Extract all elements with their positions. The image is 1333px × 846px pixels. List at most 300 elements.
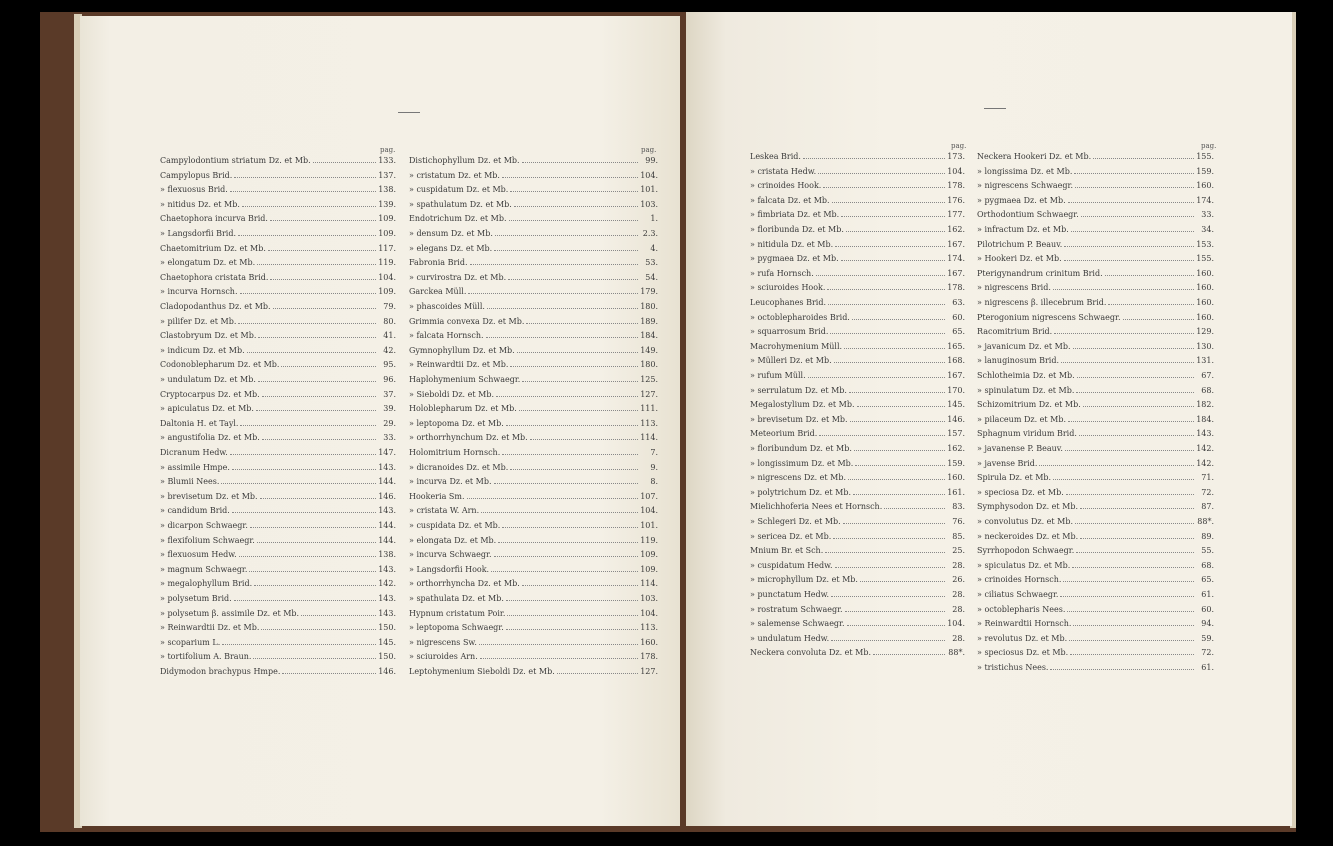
index-entry bbox=[409, 375, 658, 389]
dot-leader bbox=[522, 161, 638, 163]
pag-label: pag. bbox=[951, 142, 967, 150]
index-entry bbox=[750, 517, 965, 531]
entry-name: Schlotheimia Dz. et Mb. bbox=[977, 371, 1075, 380]
index-entry bbox=[750, 327, 965, 341]
entry-name: » magnum Schwaegr. bbox=[160, 564, 248, 574]
index-entry bbox=[409, 404, 658, 418]
dot-leader bbox=[502, 453, 638, 455]
entry-name: » Schlegeri Dz. et Mb. bbox=[750, 517, 841, 526]
entry-name: Racomitrium Brid. bbox=[977, 327, 1053, 337]
entry-page: 142. bbox=[378, 579, 396, 589]
index-entry bbox=[409, 273, 658, 287]
dot-leader bbox=[1064, 245, 1194, 247]
index-entry bbox=[977, 575, 1214, 589]
dot-leader bbox=[313, 161, 376, 163]
entry-page: 142. bbox=[1196, 444, 1214, 453]
dot-leader bbox=[1108, 303, 1194, 305]
entry-name: » microphyllum Dz. et Mb. bbox=[750, 575, 858, 585]
index-entry bbox=[409, 346, 658, 360]
index-entry bbox=[160, 652, 396, 666]
index-entry bbox=[409, 463, 658, 477]
entry-page: 180. bbox=[640, 302, 658, 311]
entry-page: 160. bbox=[640, 637, 658, 647]
entry-name: » Mülleri Dz. et Mb. bbox=[750, 356, 832, 366]
entry-name: » javanicum Dz. et Mb. bbox=[977, 341, 1071, 351]
dot-leader bbox=[808, 376, 945, 378]
index-entry bbox=[409, 536, 658, 550]
index-entry bbox=[750, 225, 965, 239]
index-entry bbox=[409, 521, 658, 535]
entry-page: 2.3. bbox=[642, 229, 658, 238]
entry-name: » leptopoma Schwaegr. bbox=[409, 623, 504, 633]
dot-leader bbox=[1076, 391, 1194, 393]
index-entry bbox=[750, 283, 965, 297]
index-entry bbox=[977, 269, 1214, 283]
entry-name: » rostratum Schwaegr. bbox=[750, 604, 843, 614]
index-entry bbox=[160, 623, 396, 637]
entry-name: Chaetophora incurva Brid. bbox=[160, 214, 268, 224]
index-entry bbox=[160, 156, 396, 170]
entry-name: » floribundum Dz. et Mb. bbox=[750, 444, 852, 453]
entry-page: 88*. bbox=[1197, 517, 1214, 526]
dot-leader bbox=[557, 672, 638, 674]
entry-name: » cristata Hedw. bbox=[750, 166, 817, 176]
dot-leader bbox=[487, 307, 638, 309]
entry-name: Clastobryum Dz. et Mb. bbox=[160, 331, 257, 341]
dot-leader bbox=[1053, 478, 1194, 480]
dot-leader bbox=[257, 541, 376, 543]
header-rule bbox=[398, 112, 420, 113]
dot-leader bbox=[852, 318, 945, 320]
entry-name: Schizomitrium Dz. et Mb. bbox=[977, 400, 1081, 410]
entry-page: 168. bbox=[947, 356, 965, 366]
dot-leader bbox=[238, 234, 376, 236]
dot-leader bbox=[1072, 566, 1194, 568]
index-entry bbox=[160, 360, 396, 374]
entry-page: 150. bbox=[378, 652, 396, 662]
entry-page: 167. bbox=[947, 371, 965, 380]
dot-leader bbox=[510, 365, 638, 367]
index-entry bbox=[160, 375, 396, 389]
entry-page: 8. bbox=[650, 477, 658, 487]
entry-page: 101. bbox=[640, 521, 658, 530]
index-entry bbox=[160, 579, 396, 593]
dot-leader bbox=[234, 599, 376, 601]
index-entry bbox=[977, 386, 1214, 400]
entry-name: Macrohymenium Müll. bbox=[750, 341, 843, 351]
dot-leader bbox=[860, 580, 945, 582]
dot-leader bbox=[845, 610, 945, 612]
entry-page: 160. bbox=[1196, 268, 1214, 278]
entry-name: » angustifolia Dz. et Mb. bbox=[160, 433, 260, 443]
index-entry bbox=[750, 459, 965, 473]
entry-page: 144. bbox=[378, 535, 396, 545]
entry-page: 96. bbox=[383, 375, 396, 384]
dot-leader bbox=[1070, 653, 1194, 655]
entry-name: Grimmia convexa Dz. et Mb. bbox=[409, 316, 525, 326]
entry-name: Leptohymenium Sieboldi Dz. et Mb. bbox=[409, 667, 555, 676]
entry-name: Campylodontium striatum Dz. et Mb. bbox=[160, 156, 311, 165]
entry-page: 144. bbox=[378, 521, 396, 530]
dot-leader bbox=[848, 478, 945, 480]
dot-leader bbox=[843, 522, 945, 524]
entry-name: Mnium Br. et Sch. bbox=[750, 546, 824, 556]
entry-name: Holoblepharum Dz. et Mb. bbox=[409, 404, 517, 414]
index-entry bbox=[409, 331, 658, 345]
index-entry bbox=[750, 546, 965, 560]
entry-page: 94. bbox=[1201, 619, 1214, 629]
index-entry bbox=[977, 210, 1214, 224]
entry-name: » undulatum Hedw. bbox=[750, 633, 830, 643]
dot-leader bbox=[502, 176, 638, 178]
index-entry bbox=[977, 327, 1214, 341]
entry-name: » floribunda Dz. et Mb. bbox=[750, 225, 844, 234]
entry-name: » sciuroides Hook. bbox=[750, 283, 826, 293]
left-page bbox=[80, 16, 680, 826]
pag-label: pag. bbox=[641, 146, 657, 154]
dot-leader bbox=[258, 336, 376, 338]
entry-page: 159. bbox=[1196, 166, 1214, 176]
entry-name: » Reinwardtii Hornsch. bbox=[977, 619, 1072, 629]
entry-name: » nigrescens β. illecebrum Brid. bbox=[977, 298, 1107, 307]
entry-name: » curvirostra Dz. et Mb. bbox=[409, 272, 507, 282]
entry-name: » speciosa Dz. et Mb. bbox=[977, 487, 1064, 497]
dot-leader bbox=[240, 424, 376, 426]
dot-leader bbox=[1065, 449, 1194, 451]
entry-name: Sphagnum viridum Brid. bbox=[977, 429, 1077, 439]
index-entry bbox=[750, 473, 965, 487]
index-entry bbox=[160, 594, 396, 608]
index-entry bbox=[750, 634, 965, 648]
dot-leader bbox=[1083, 405, 1194, 407]
dot-leader bbox=[853, 493, 945, 495]
index-entry bbox=[160, 390, 396, 404]
entry-name: » elongata Dz. et Mb. bbox=[409, 535, 497, 545]
entry-name: » leptopoma Dz. et Mb. bbox=[409, 418, 504, 428]
entry-name: Distichophyllum Dz. et Mb. bbox=[409, 156, 520, 165]
index-entry bbox=[977, 225, 1214, 239]
entry-page: 63. bbox=[952, 298, 965, 307]
index-entry bbox=[409, 185, 658, 199]
entry-page: 130. bbox=[1196, 341, 1214, 351]
entry-page: 179. bbox=[640, 287, 658, 297]
dot-leader bbox=[510, 468, 638, 470]
entry-page: 76. bbox=[952, 517, 965, 526]
entry-name: » Reinwardtii Dz. et Mb. bbox=[409, 360, 509, 370]
dot-leader bbox=[819, 434, 945, 436]
entry-page: 160. bbox=[1196, 181, 1214, 191]
entry-name: Meteorium Brid. bbox=[750, 429, 818, 439]
index-entry bbox=[977, 459, 1214, 473]
index-entry bbox=[409, 448, 658, 462]
entry-page: 153. bbox=[1196, 239, 1214, 249]
entry-page: 143. bbox=[1196, 429, 1214, 439]
entry-name: Pilotrichum P. Beauv. bbox=[977, 239, 1063, 249]
entry-page: 173. bbox=[947, 152, 965, 161]
index-entry bbox=[977, 648, 1214, 662]
entry-page: 146. bbox=[947, 414, 965, 424]
entry-name: » punctatum Hedw. bbox=[750, 590, 830, 599]
index-entry bbox=[977, 342, 1214, 356]
entry-page: 155. bbox=[1196, 152, 1214, 161]
entry-name: » nigrescens Schwaegr. bbox=[977, 181, 1074, 191]
entry-name: Daltonia H. et Tayl. bbox=[160, 418, 239, 428]
entry-name: » nigrescens Dz. et Mb. bbox=[750, 473, 847, 483]
index-entry bbox=[977, 298, 1214, 312]
entry-name: » nigrescens Sw. bbox=[409, 637, 477, 647]
entry-page: 170. bbox=[947, 385, 965, 395]
dot-leader bbox=[242, 205, 376, 207]
index-entry bbox=[409, 214, 658, 228]
dot-leader bbox=[1061, 361, 1194, 363]
dot-leader bbox=[491, 570, 638, 572]
entry-page: 101. bbox=[640, 185, 658, 195]
entry-name: » incurva Hornsch. bbox=[160, 287, 238, 297]
index-entry bbox=[409, 200, 658, 214]
entry-name: Leskea Brid. bbox=[750, 152, 801, 161]
pag-label: pag. bbox=[380, 146, 396, 154]
entry-page: 138. bbox=[378, 550, 396, 560]
entry-page: 33. bbox=[383, 433, 396, 443]
entry-name: Endotrichum Dz. et Mb. bbox=[409, 214, 507, 224]
index-entry bbox=[750, 342, 965, 356]
entry-name: » incurva Schwaegr. bbox=[409, 550, 492, 560]
entry-name: » salemense Schwaegr. bbox=[750, 619, 845, 629]
entry-page: 160. bbox=[947, 473, 965, 483]
index-entry bbox=[409, 287, 658, 301]
entry-page: 167. bbox=[947, 268, 965, 278]
entry-page: 143. bbox=[378, 506, 396, 516]
index-entry bbox=[750, 196, 965, 210]
entry-page: 99. bbox=[645, 156, 658, 165]
entry-page: 109. bbox=[640, 564, 658, 574]
dot-leader bbox=[262, 438, 376, 440]
index-entry bbox=[160, 477, 396, 491]
entry-name: » Langsdorfii Brid. bbox=[160, 229, 237, 238]
entry-name: » nitidus Dz. et Mb. bbox=[160, 199, 240, 209]
entry-page: 161. bbox=[947, 487, 965, 497]
dot-leader bbox=[519, 409, 638, 411]
entry-name: » scoparium L. bbox=[160, 637, 221, 647]
index-entry bbox=[160, 448, 396, 462]
entry-page: 167. bbox=[947, 239, 965, 249]
entry-name: » brevisetum Dz. et Mb. bbox=[750, 414, 848, 424]
entry-name: » cristatum Dz. et Mb. bbox=[409, 170, 500, 180]
index-entry bbox=[409, 433, 658, 447]
entry-page: 117. bbox=[378, 243, 396, 253]
dot-leader bbox=[517, 351, 638, 353]
entry-page: 182. bbox=[1196, 400, 1214, 410]
index-entry bbox=[977, 283, 1214, 297]
index-entry bbox=[977, 517, 1214, 531]
entry-page: 145. bbox=[947, 400, 965, 410]
entry-name: » cuspidata Dz. et Mb. bbox=[409, 521, 501, 530]
dot-leader bbox=[803, 157, 945, 159]
dot-leader bbox=[530, 438, 638, 440]
index-entry bbox=[977, 400, 1214, 414]
dot-leader bbox=[480, 657, 638, 659]
entry-name: » pygmaea Dz. et Mb. bbox=[977, 195, 1066, 205]
dot-leader bbox=[507, 614, 638, 616]
index-entry bbox=[977, 488, 1214, 502]
dot-leader bbox=[498, 541, 638, 543]
entry-name: » rufum Müll. bbox=[750, 371, 806, 380]
entry-name: Campylopus Brid. bbox=[160, 170, 233, 180]
entry-name: » lanuginosum Brid. bbox=[977, 356, 1060, 366]
entry-page: 42. bbox=[383, 345, 396, 355]
entry-name: » cristata W. Arn. bbox=[409, 506, 480, 516]
dot-leader bbox=[884, 507, 945, 509]
entry-name: » densum Dz. et Mb. bbox=[409, 229, 493, 238]
entry-name: » elongatum Dz. et Mb. bbox=[160, 258, 256, 268]
entry-name: » javense Brid. bbox=[977, 458, 1038, 468]
index-entry bbox=[160, 433, 396, 447]
dot-leader bbox=[509, 219, 638, 221]
entry-name: » ciliatus Schwaegr. bbox=[977, 590, 1059, 599]
entry-page: 145. bbox=[378, 637, 396, 647]
entry-name: » infractum Dz. et Mb. bbox=[977, 225, 1069, 234]
dot-leader bbox=[827, 288, 945, 290]
entry-page: 79. bbox=[383, 302, 396, 311]
dot-leader bbox=[506, 628, 638, 630]
dot-leader bbox=[854, 449, 945, 451]
index-entry bbox=[160, 302, 396, 316]
entry-page: 133. bbox=[378, 156, 396, 165]
entry-page: 37. bbox=[383, 389, 396, 399]
index-entry bbox=[409, 171, 658, 185]
dot-leader bbox=[833, 537, 945, 539]
entry-name: » tristichus Nees. bbox=[977, 663, 1049, 672]
entry-name: » polytrichum Dz. et Mb. bbox=[750, 487, 852, 497]
entry-page: 54. bbox=[645, 272, 658, 282]
dot-leader bbox=[496, 395, 638, 397]
dot-leader bbox=[1076, 551, 1194, 553]
entry-name: » crinoides Hook. bbox=[750, 181, 822, 191]
dot-leader bbox=[1075, 186, 1194, 188]
entry-name: » octoblepharoides Brid. bbox=[750, 312, 850, 322]
entry-page: 160. bbox=[1196, 283, 1214, 293]
dot-leader bbox=[522, 380, 638, 382]
index-entry bbox=[977, 473, 1214, 487]
index-entry bbox=[977, 532, 1214, 546]
dot-leader bbox=[238, 322, 376, 324]
index-entry bbox=[977, 415, 1214, 429]
entry-page: 109. bbox=[378, 287, 396, 297]
entry-page: 68. bbox=[1201, 385, 1214, 395]
index-entry bbox=[750, 269, 965, 283]
index-entry bbox=[409, 550, 658, 564]
dot-leader bbox=[1050, 668, 1194, 670]
entry-page: 89. bbox=[1201, 531, 1214, 541]
entry-page: 104. bbox=[640, 170, 658, 180]
dot-leader bbox=[281, 365, 376, 367]
entry-page: 61. bbox=[1201, 663, 1214, 672]
entry-page: 174. bbox=[947, 254, 965, 264]
dot-leader bbox=[818, 172, 945, 174]
dot-leader bbox=[470, 263, 639, 265]
entry-name: » dicranoides Dz. et Mb. bbox=[409, 462, 509, 472]
dot-leader bbox=[479, 643, 638, 645]
entry-name: Cladopodanthus Dz. et Mb. bbox=[160, 302, 271, 311]
index-entry bbox=[977, 240, 1214, 254]
dot-leader bbox=[510, 190, 638, 192]
index-entry bbox=[750, 386, 965, 400]
index-entry bbox=[977, 634, 1214, 648]
dot-leader bbox=[835, 245, 945, 247]
entry-name: » speciosus Dz. et Mb. bbox=[977, 648, 1069, 658]
entry-name: » falcata Hornsch. bbox=[409, 331, 484, 341]
entry-name: » nitidula Dz. et Mb. bbox=[750, 239, 834, 249]
entry-name: » pygmaea Dz. et Mb. bbox=[750, 254, 839, 264]
dot-leader bbox=[494, 555, 638, 557]
entry-page: 178. bbox=[640, 652, 658, 662]
dot-leader bbox=[467, 497, 639, 499]
entry-page: 41. bbox=[383, 331, 396, 341]
dot-leader bbox=[247, 351, 376, 353]
dot-leader bbox=[301, 614, 376, 616]
entry-page: 155. bbox=[1196, 254, 1214, 264]
entry-name: » polysetum β. assimile Dz. et Mb. bbox=[160, 608, 300, 618]
dot-leader bbox=[835, 566, 945, 568]
entry-page: 28. bbox=[952, 604, 965, 614]
entry-name: » nigrescens Brid. bbox=[977, 283, 1051, 293]
entry-page: 104. bbox=[378, 272, 396, 282]
index-entry bbox=[977, 429, 1214, 443]
dot-leader bbox=[1077, 376, 1194, 378]
index-entry bbox=[409, 156, 658, 170]
entry-name: » crinoides Hornsch. bbox=[977, 575, 1062, 585]
index-entry bbox=[750, 400, 965, 414]
dot-leader bbox=[268, 249, 376, 251]
entry-name: Syrrhopodon Schwaegr. bbox=[977, 546, 1075, 556]
dot-leader bbox=[1105, 274, 1194, 276]
entry-name: » phascoides Müll. bbox=[409, 302, 485, 311]
index-entry bbox=[160, 229, 396, 243]
dot-leader bbox=[1080, 507, 1194, 509]
index-entry bbox=[750, 356, 965, 370]
dot-leader bbox=[258, 380, 376, 382]
entry-name: Hypnum cristatum Poir. bbox=[409, 608, 506, 618]
dot-leader bbox=[273, 307, 376, 309]
index-entry bbox=[409, 419, 658, 433]
entry-page: 146. bbox=[378, 491, 396, 501]
entry-page: 53. bbox=[645, 258, 658, 268]
dot-leader bbox=[222, 643, 376, 645]
entry-name: Didymodon brachypus Hmpe. bbox=[160, 667, 281, 676]
entry-page: 137. bbox=[378, 170, 396, 180]
entry-name: Orthodontium Schwaegr. bbox=[977, 210, 1079, 220]
index-entry bbox=[160, 244, 396, 258]
index-entry bbox=[750, 152, 965, 166]
entry-name: Codonoblepharum Dz. et Mb. bbox=[160, 360, 280, 370]
index-entry bbox=[750, 240, 965, 254]
dot-leader bbox=[261, 628, 376, 630]
index-entry bbox=[409, 477, 658, 491]
entry-page: 144. bbox=[378, 477, 396, 487]
entry-page: 104. bbox=[947, 619, 965, 629]
index-entry bbox=[160, 419, 396, 433]
index-entry bbox=[977, 356, 1214, 370]
dot-leader bbox=[230, 453, 376, 455]
entry-name: Hookeria Sm. bbox=[409, 491, 465, 501]
index-entry bbox=[160, 258, 396, 272]
entry-page: 129. bbox=[1196, 327, 1214, 337]
entry-name: » spinulatum Dz. et Mb. bbox=[977, 385, 1075, 395]
index-entry bbox=[750, 254, 965, 268]
index-entry bbox=[977, 313, 1214, 327]
entry-name: Neckera Hookeri Dz. et Mb. bbox=[977, 152, 1092, 161]
dot-leader bbox=[1079, 434, 1194, 436]
